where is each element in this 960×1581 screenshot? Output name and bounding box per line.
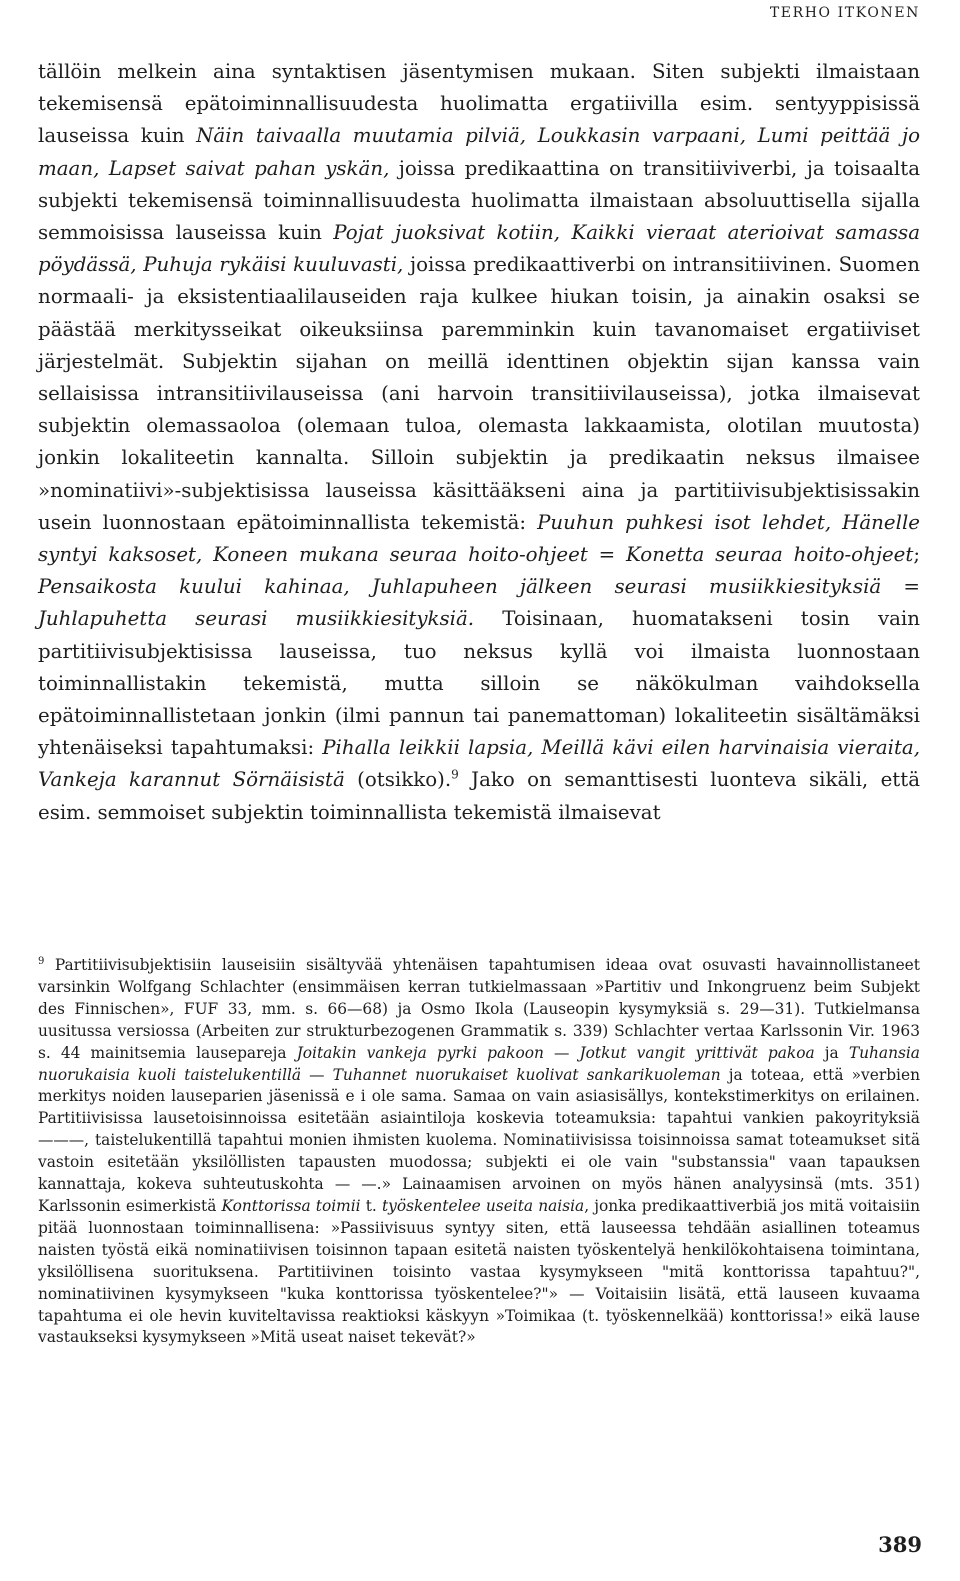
- text-run: (otsikko).: [344, 768, 452, 792]
- example-sentence: Tuhansia nuorukaisia kuoli taistelukentillä: [38, 1043, 920, 1084]
- text-run: joissa predikaattina on transitiiviverbi, ja toisaalta subjekti tekemisensä toiminnallisuudesta huolimatta ilmaistaan absoluuttisella sijalla semmoisissa lauseissa kuin: [38, 156, 920, 245]
- text-run: tällöin melkein aina syntaktisen jäsentymisen mukaan. Siten subjekti ilmaistaan tekemisensä epätoiminnallisuudesta huolimatta ergatiivilla esim. sentyyppisissä lauseissa kuin: [38, 60, 920, 148]
- footnote-reference: 9: [451, 767, 459, 782]
- footnote-9: [38, 955, 920, 1349]
- text-run: ;: [913, 543, 920, 567]
- example-sentence: Konttorissa toimii: [221, 1196, 361, 1215]
- example-sentence: Näin taivaalla muutamia pilviä, Loukkasin varpaani, Lumi peittää jo maan, Lapset saivat pahan yskän,: [38, 124, 920, 180]
- example-sentence: Joitakin vankeja pyrki pakoon: [296, 1043, 544, 1062]
- text-run: —: [543, 1043, 580, 1062]
- text-run: Partitiivisubjektisiin lauseisiin sisältyvää yhtenäisen tapahtumisen ideaa ovat osuvasti havainnollistaneet varsinkin Wolfgang Schlachter (ensimmäisen kerran tutkielmassaan »Partitiv und Inkongruenz beim Subjekt des Finnischen», FUF 33, mm. s. 66—68) ja Osmo Ikola (Lauseopin kysymyksiä s. 29—31). Tutkielmansa uusitussa versiossa (Arbeiten zur strukturbezogenen Grammatik s. 339) Schlachter vertaa Karlssonin Vir. 1963 s. 44 mainitsemia lausepareja: [38, 956, 920, 1062]
- footnote-marker: 9: [38, 955, 45, 967]
- page-number: 389: [878, 1532, 922, 1557]
- running-head: TERHO ITKONEN: [769, 5, 920, 21]
- example-sentence: Pojat juoksivat kotiin, Kaikki vieraat aterioivat samassa pöydässä, Puhuja rykäisi kuuluvasti,: [38, 221, 920, 277]
- text-run: =: [881, 575, 920, 599]
- body-paragraph: [38, 56, 920, 829]
- example-sentence: työskentelee useita naisia: [381, 1196, 585, 1215]
- text-run: —: [301, 1065, 333, 1084]
- example-sentence: Juhlapuhetta seurasi musiikkiesityksiä.: [38, 607, 475, 631]
- text-run: ja toteaa, että »verbien merkitys noiden lauseparien jäsenissä e i ole sama. Samaa on vain asiasisällys, kontekstimerkitys on erilainen. Partitiivisissa lausetoisinnoissa esitetään asiaintiloja koskevia toteamuksia: tapahtui vankien pakoyrityksiä ———, taistelukentillä tapahtui monien ihmisten kuolema. Nominatiivisissa toisinnoissa samat toteamukset sitä vastoin esitetään yksilöllisten tapausten muodossa; subjekti ei ole vain "substanssia" vaan tapauksen kannattaja, kokeva suhteutuskohta — —.» Lainaamisen arvoinen on myös hänen analyysinsä (mts. 351) Karlssonin esimerkistä: [38, 1065, 920, 1215]
- text-run: ja: [814, 1043, 849, 1062]
- example-sentence: Pihalla leikkii lapsia, Meillä kävi eilen harvinaisia vieraita, Vankeja karannut Sörnäisistä: [38, 736, 921, 792]
- text-run: =: [587, 543, 627, 567]
- example-sentence: Konetta seuraa hoito-ohjeet: [626, 543, 914, 567]
- example-sentence: Jotkut vangit yrittivät pakoa: [579, 1043, 815, 1062]
- example-sentence: Tuhannet nuorukaiset kuolivat sankarikuoleman: [332, 1065, 721, 1084]
- text-run: Jako on semanttisesti luonteva sikäli, että esim. semmoiset subjektin toiminnallista tekemistä ilmaisevat: [38, 768, 920, 824]
- text-run: , jonka predikaattiverbiä jos mitä voitaisiin pitää luonnostaan toiminnallisena: »Passiivisuus syntyy siten, että lauseessa tehdään asiallinen toteamus naisten työstä eikä nominatiivisen toisinnon tapaan esitetä naisten työskentelyä henkilökohtaisena toimintana, yksilöllisena suorituksena. Partitiivinen toisinto vastaa kysymykseen "mitä konttorissa tapahtuu?", nominatiivinen kysymykseen "kuka konttorissa työskentelee?"» — Voitaisiin lisätä, että lauseen kuvaama tapahtuma ei ole hevin kuviteltavissa reaktioksi käskyyn »Toimikaa (t. työskennelkää) konttorissa!» eikä lause vastaukseksi kysymykseen »Mitä useat naiset tekevät?»: [38, 1196, 920, 1347]
- text-run: t.: [360, 1196, 382, 1215]
- example-sentence: Pensaikosta kuului kahinaa, Juhlapuheen jälkeen seurasi musiikkiesityksiä: [38, 575, 882, 599]
- example-sentence: Puuhun puhkesi isot lehdet, Hänelle syntyi kaksoset, Koneen mukana seuraa hoito-ohjeet: [38, 510, 920, 567]
- text-run: Toisinaan, huomatakseni tosin vain partitiivisubjektisissa lauseissa, tuo neksus kyllä voi ilmaista luonnostaan toiminnallistakin tekemistä, mutta silloin se näkökulman vaihdoksella epätoiminnallistetaan jonkin (ilmi pannun tai panemattoman) lokaliteetin sisältämäksi yhtenäiseksi tapahtumaksi:: [38, 607, 920, 760]
- text-run: joissa predikaattiverbi on intransitiivinen. Suomen normaali- ja eksistentiaalilauseiden raja kulkee hiukan toisin, ja ainakin osaksi se päästää merkitysseikat oikeuksiinsa paremminkin kuin tavanomaiset ergatiiviset järjestelmät. Subjektin sijahan on meillä identtinen objektin sijan kanssa vain sellaisissa intransitiivilauseissa (ani harvoin transitiivilauseissa), jotka ilmaisevat subjektin olemassaoloa (olemaan tuloa, olemasta lakkaamista, olotilan muutosta) jonkin lokaliteetin kannalta. Silloin subjektin ja predikaatin neksus ilmaisee »nominatiivi»-subjektisissa lauseissa käsittääkseni aina ja partitiivisubjektisissakin usein luonnostaan epätoiminnallista tekemistä:: [38, 253, 920, 534]
